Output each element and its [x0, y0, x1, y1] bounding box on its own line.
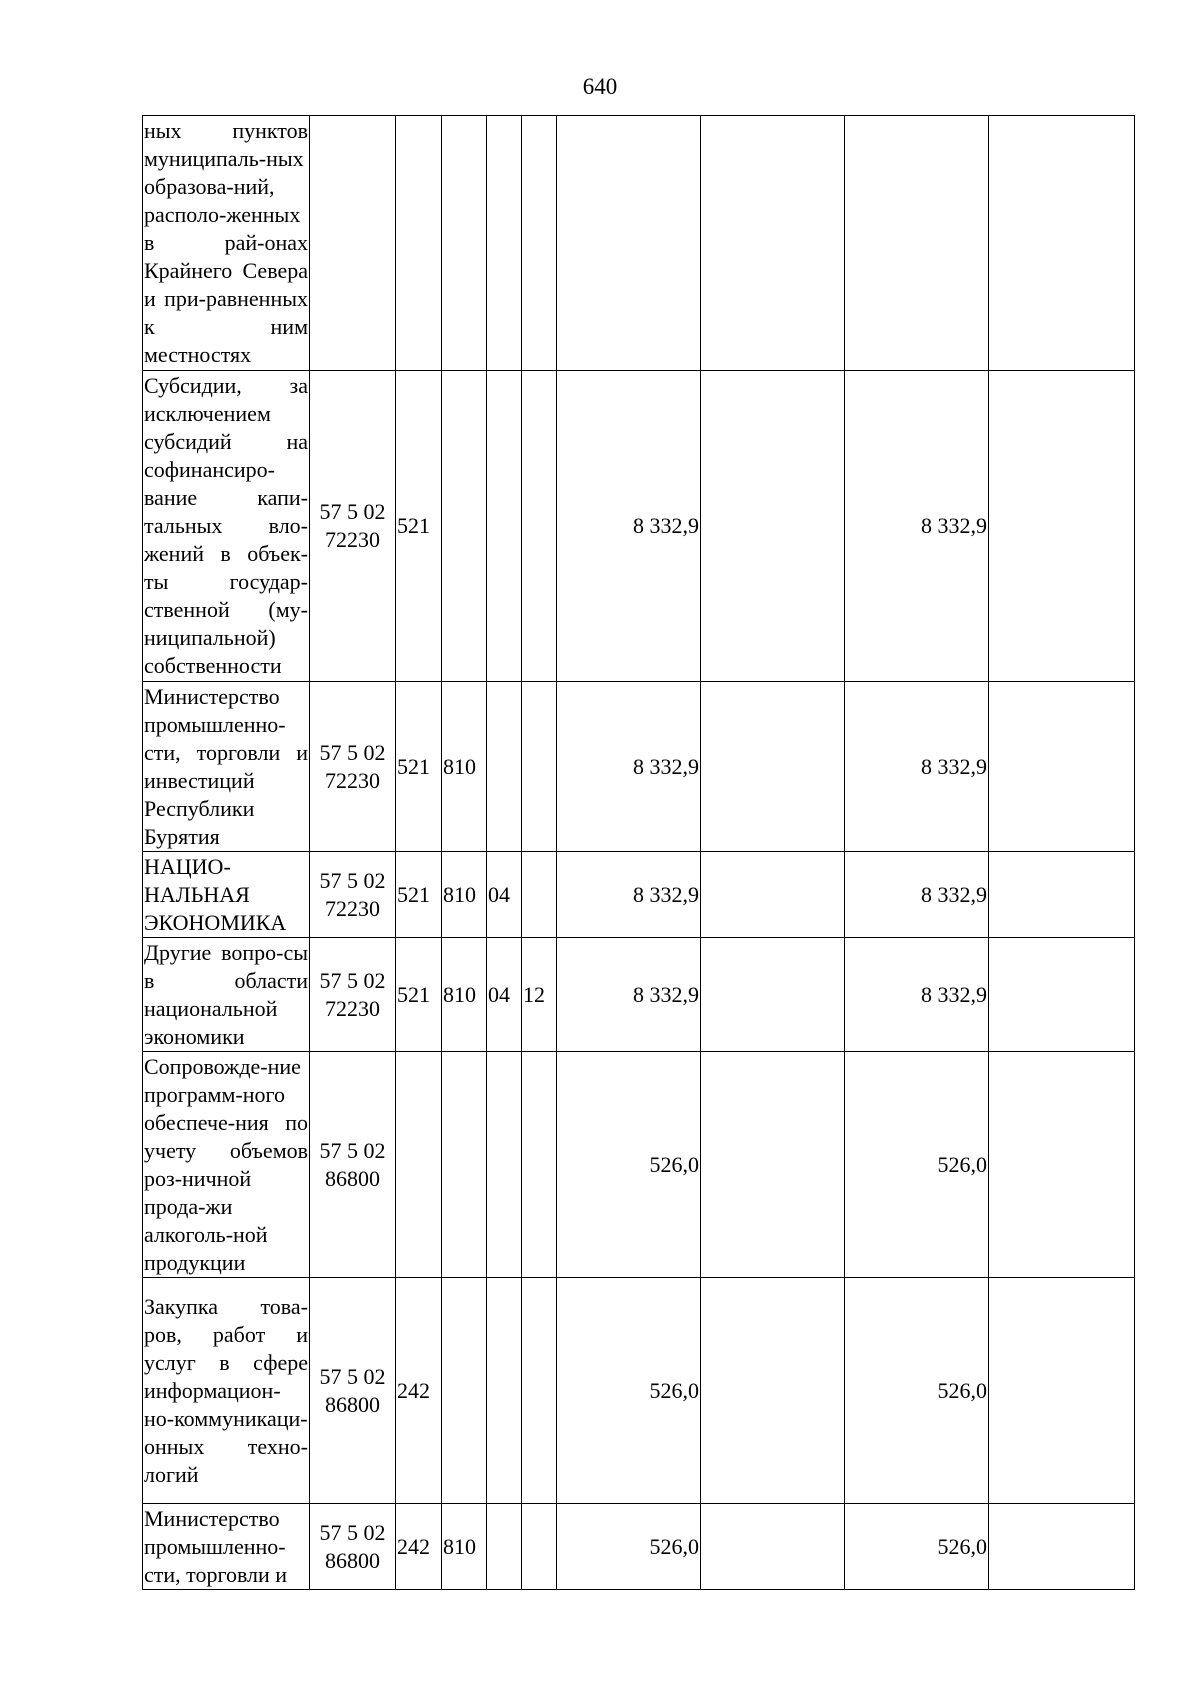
row-pr — [522, 682, 557, 852]
row-amount-4 — [989, 116, 1135, 371]
row-code: 57 5 02 72230 — [310, 938, 396, 1052]
row-vr: 242 — [396, 1278, 442, 1504]
table-row — [143, 1504, 1135, 1590]
row-vr: 521 — [396, 371, 442, 682]
row-amount-4 — [989, 1052, 1135, 1278]
table-row — [143, 371, 1135, 682]
table-row — [143, 116, 1135, 371]
row-rz — [487, 1504, 522, 1590]
row-amount-4 — [989, 938, 1135, 1052]
row-grbs: 810 — [442, 682, 487, 852]
row-grbs: 810 — [442, 938, 487, 1052]
table-row — [143, 938, 1135, 1052]
row-pr: 12 — [522, 938, 557, 1052]
row-grbs — [442, 1278, 487, 1504]
row-name: Министерство промышленно-сти, торговли и — [143, 1504, 310, 1590]
row-amount-1 — [557, 116, 701, 371]
row-grbs: 810 — [442, 852, 487, 938]
row-grbs — [442, 116, 487, 371]
table-row — [143, 1278, 1135, 1504]
row-amount-1: 8 332,9 — [557, 682, 701, 852]
row-amount-4 — [989, 1278, 1135, 1504]
row-code: 57 5 02 72230 — [310, 852, 396, 938]
row-grbs — [442, 1052, 487, 1278]
row-vr: 242 — [396, 1504, 442, 1590]
row-rz — [487, 1278, 522, 1504]
row-pr — [522, 1504, 557, 1590]
row-pr — [522, 1052, 557, 1278]
row-pr — [522, 1278, 557, 1504]
row-vr: 521 — [396, 852, 442, 938]
row-code: 57 5 02 86800 — [310, 1052, 396, 1278]
row-grbs — [442, 371, 487, 682]
row-amount-3: 8 332,9 — [845, 371, 989, 682]
row-rz — [487, 682, 522, 852]
row-amount-2 — [701, 682, 845, 852]
row-rz: 04 — [487, 852, 522, 938]
row-name: Другие вопро-сы в области национальной экономики — [143, 938, 310, 1052]
table-row — [143, 682, 1135, 852]
row-rz — [487, 371, 522, 682]
row-name: Министерство промышленно-сти, торговли и инвестиций Республики Бурятия — [143, 682, 310, 852]
row-name: НАЦИО-НАЛЬНАЯ ЭКОНОМИКА — [143, 852, 310, 938]
row-amount-3 — [845, 116, 989, 371]
row-rz — [487, 116, 522, 371]
row-amount-1: 8 332,9 — [557, 938, 701, 1052]
row-amount-2 — [701, 938, 845, 1052]
row-pr — [522, 371, 557, 682]
row-code: 57 5 02 86800 — [310, 1278, 396, 1504]
row-rz — [487, 1052, 522, 1278]
row-amount-4 — [989, 371, 1135, 682]
page-number: 640 — [582, 74, 618, 99]
row-code — [310, 116, 396, 371]
row-amount-2 — [701, 1278, 845, 1504]
row-pr — [522, 852, 557, 938]
row-amount-1: 526,0 — [557, 1504, 701, 1590]
row-amount-2 — [701, 116, 845, 371]
row-amount-3: 8 332,9 — [845, 852, 989, 938]
row-grbs: 810 — [442, 1504, 487, 1590]
row-vr — [396, 1052, 442, 1278]
row-amount-4 — [989, 1504, 1135, 1590]
row-amount-2 — [701, 371, 845, 682]
row-name: Сопровожде-ние программ-ного обеспече-ния по учету объемов роз-ничной прода-жи алкоголь-ной продукции — [143, 1052, 310, 1278]
row-amount-2 — [701, 852, 845, 938]
row-code: 57 5 02 72230 — [310, 371, 396, 682]
row-name: ных пунктов муниципаль-ных образова-ний, располо-женных в рай-онах Крайнего Севера и при-равненных к ним местностях — [143, 116, 310, 371]
row-amount-1: 8 332,9 — [557, 371, 701, 682]
row-pr — [522, 116, 557, 371]
row-amount-1: 8 332,9 — [557, 852, 701, 938]
row-amount-4 — [989, 682, 1135, 852]
row-name: Закупка това-ров, работ и услуг в сфере информацион-но-коммуникаци-онных техно-логий — [143, 1278, 310, 1504]
row-code: 57 5 02 72230 — [310, 682, 396, 852]
row-amount-4 — [989, 852, 1135, 938]
row-amount-1: 526,0 — [557, 1052, 701, 1278]
row-amount-3: 526,0 — [845, 1278, 989, 1504]
row-amount-3: 8 332,9 — [845, 938, 989, 1052]
budget-table — [142, 115, 1135, 1590]
row-amount-3: 526,0 — [845, 1504, 989, 1590]
row-amount-2 — [701, 1504, 845, 1590]
row-vr: 521 — [396, 938, 442, 1052]
row-rz: 04 — [487, 938, 522, 1052]
row-vr: 521 — [396, 682, 442, 852]
row-name: Субсидии, за исключением субсидий на софинансиро-вание капи-тальных вло-жений в объек-ты государ-ственной (му-ниципальной) собственности — [143, 371, 310, 682]
row-amount-1: 526,0 — [557, 1278, 701, 1504]
row-code: 57 5 02 86800 — [310, 1504, 396, 1590]
row-amount-3: 8 332,9 — [845, 682, 989, 852]
table-row — [143, 1052, 1135, 1278]
table-row — [143, 852, 1135, 938]
row-vr — [396, 116, 442, 371]
row-amount-2 — [701, 1052, 845, 1278]
row-amount-3: 526,0 — [845, 1052, 989, 1278]
